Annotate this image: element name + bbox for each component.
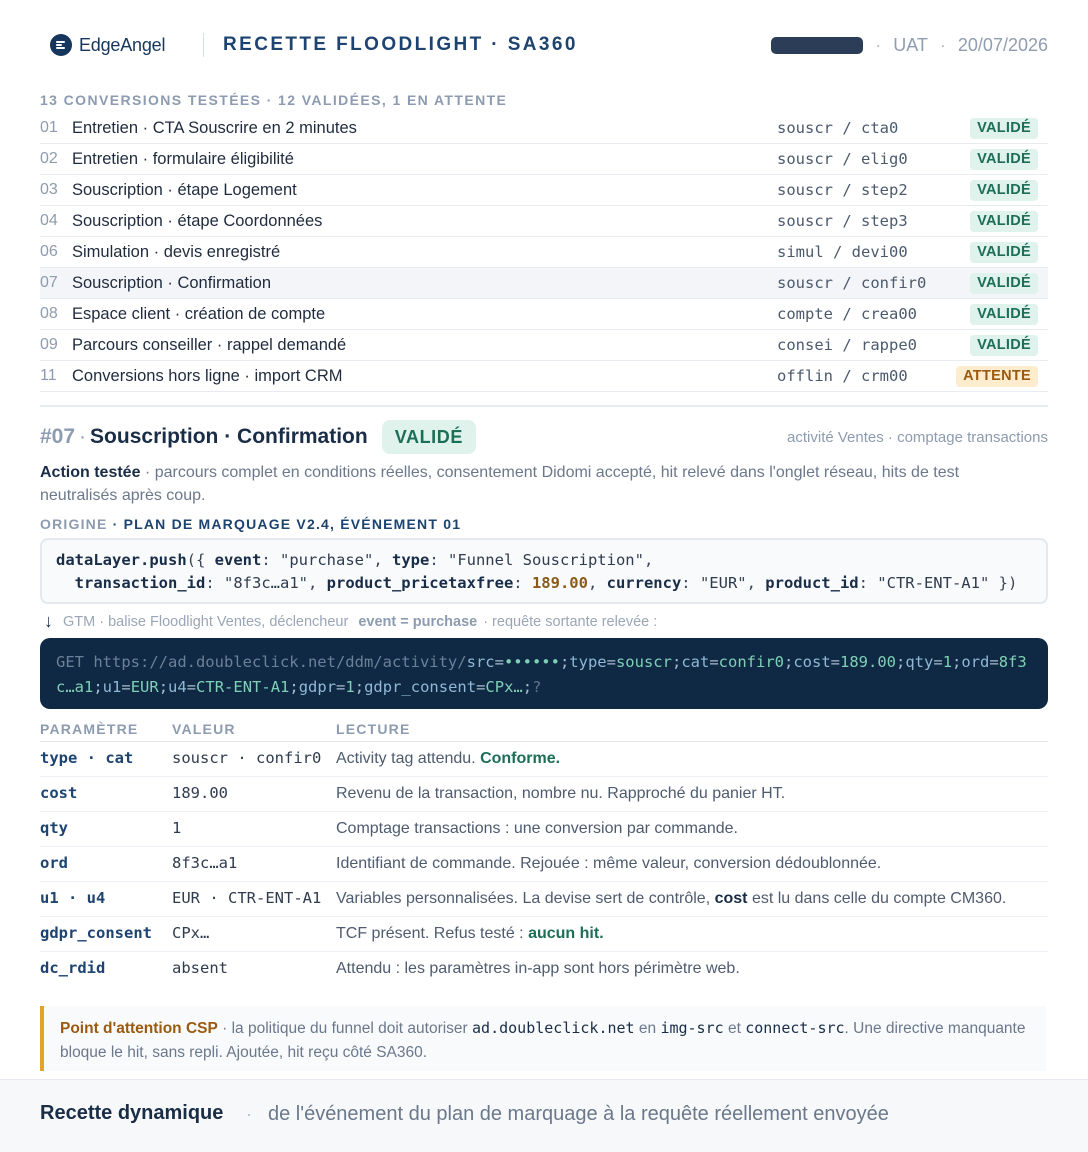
header-separator: · [939,35,946,55]
request-param-value: CPx… [485,678,523,696]
footer [0,1079,1088,1152]
request-param-value: 189.00 [840,653,896,671]
request-param-key: cost [793,653,831,671]
col-header-value: VALEUR [172,721,236,737]
action-text: · parcours complet en conditions réelles, consentement Didomi accepté, hit relevé dans l'onglet réseau, hits de test neutralisés après coup. [40,464,960,504]
param-reading-strong: Conforme. [480,750,561,767]
conversion-status-badge: VALIDÉ [970,118,1038,139]
param-row [40,742,1048,777]
header-meta [771,35,1048,56]
request-end: ? [532,678,542,696]
conversion-number: 02 [40,150,58,167]
request-param-key: gdpr_consent [364,678,477,696]
origine-line [40,516,461,532]
conversion-label: Souscription · Confirmation [72,273,271,292]
param-value: 189.00 [172,784,228,802]
request-param-key: src [466,653,495,671]
param-reading-cell [336,888,1048,910]
outgoing-request[interactable]: GET https://ad.doubleclick.net/ddm/activity/src=••••••;type=souscr;cat=confir0;cost=189.00;qty=1;ord=8f3c…a1;u1=EUR;u4=CTR-ENT-A1;gdpr=1;gdpr_consent=CPx…;? [40,638,1048,709]
conversion-row[interactable] [40,175,1048,206]
edgeangel-logo-icon [50,34,72,56]
request-param-key: u1 [102,678,122,696]
conversion-status-badge: VALIDÉ [970,149,1038,170]
conversion-status-badge: ATTENTE [956,366,1038,387]
conversion-status-badge: VALIDÉ [970,335,1038,356]
param-value: 8f3c…a1 [172,854,238,872]
conversion-label: Souscription · étape Coordonnées [72,211,323,230]
param-name: cost [40,784,78,802]
header-separator: · [875,35,882,55]
environment-label: UAT [893,35,928,55]
param-reading: Revenu de la transaction, nombre nu. Rapproché du panier HT. [336,785,786,802]
request-param-value: EUR [130,678,159,696]
action-label: Action testée [40,464,141,481]
param-value: CPx… [172,924,210,942]
footer-title: Recette dynamique [40,1102,224,1124]
param-row [40,777,1048,812]
header-date: 20/07/2026 [957,35,1048,55]
code-event: purchase [289,551,364,569]
col-header-param: PARAMÈTRE [40,721,139,737]
conversion-code: souscr / cta0 [777,119,899,137]
param-reading: Activity tag attendu. [336,750,481,767]
request-param-value: confir0 [718,653,784,671]
param-reading-cell [336,818,1048,840]
request-param-key: u4 [168,678,187,696]
request-param-key: qty [905,653,934,671]
gtm-trigger: event = purchase [358,613,478,630]
param-row [40,882,1048,917]
detail-header [40,419,476,455]
param-name: qty [40,819,68,837]
conversion-status-badge: VALIDÉ [970,211,1038,232]
page-title: RECETTE FLOODLIGHT · SA360 [223,34,578,55]
param-name: type · cat [40,749,134,767]
request-param-value: •••••• [503,653,560,671]
param-reading-cell [336,923,1048,945]
param-row [40,812,1048,847]
conversion-row[interactable] [40,268,1048,299]
param-value: EUR · CTR-ENT-A1 [172,889,322,907]
conversion-code: compte / crea00 [777,305,917,323]
conversion-code: offlin / crm00 [777,367,908,385]
request-param-value: CTR-ENT-A1 [196,678,290,696]
redacted-client-name [771,37,863,54]
conversion-number: 01 [40,119,58,136]
param-reading: Variables personnalisées. La devise sert de contrôle, [336,890,715,907]
param-reading-cell [336,783,1048,805]
gtm-line [44,611,657,632]
conversion-number: 09 [40,336,58,353]
request-param-value: 8f3c…a1 [56,653,1027,696]
callout-code-domain: ad.doubleclick.net [472,1019,635,1037]
action-description [40,461,1040,507]
param-name: ord [40,854,68,872]
conversion-label: Parcours conseiller · rappel demandé [72,335,347,354]
param-reading-strong: cost [714,890,748,907]
param-value: 1 [172,819,182,837]
code-currency: EUR [709,574,738,592]
param-reading-cell [336,958,1048,980]
code-fn: dataLayer.push [56,551,187,569]
param-reading: Identifiant de commande. Rejouée : même valeur, conversion dédoublonnée. [336,855,882,872]
param-reading-cell [336,748,1048,770]
conversion-status-badge: VALIDÉ [970,180,1038,201]
conversion-code: simul / devi00 [777,243,908,261]
conversions-list [40,113,1048,392]
detail-meta: activité Ventes · comptage transactions [787,429,1048,446]
code-type: Funnel Souscription [457,551,635,569]
detail-number: #07 [40,425,76,448]
conversion-label: Simulation · devis enregistré [72,242,281,261]
gtm-text: GTM · balise Floodlight Ventes, déclencheur [63,613,349,630]
param-value: souscr · confir0 [172,749,322,767]
conversion-number: 08 [40,305,58,322]
conversion-number: 11 [40,367,57,384]
brand-name: EdgeAngel [79,34,166,55]
footer-subtitle: de l'événement du plan de marquage à la requête réellement envoyée [268,1103,889,1125]
request-prefix: GET https://ad.doubleclick.net/ddm/activity/ [56,653,467,671]
datalayer-code[interactable]: dataLayer.push({ event: "purchase", type: "Funnel Souscription", transaction_id: "8f3c…a1", product_pricetaxfree: 189.00, currency: "EUR", product_id: "CTR-ENT-A1" }) [40,538,1048,604]
brand-logo[interactable] [50,34,165,56]
section-divider [40,405,1048,407]
conversion-row[interactable] [40,299,1048,330]
conversion-label: Conversions hors ligne · import CRM [72,366,343,385]
origine-value: · PLAN DE MARQUAGE V2.4, ÉVÉNEMENT 01 [107,516,462,532]
conversion-status-badge: VALIDÉ [970,273,1038,294]
request-param-value: souscr [615,653,672,671]
conversion-status-badge: VALIDÉ [970,304,1038,325]
csp-callout [40,1006,1046,1071]
request-param-key: ord [961,653,990,671]
conversion-label: Souscription · étape Logement [72,180,297,199]
code-price: 189.00 [531,574,588,592]
conversion-number: 04 [40,212,58,229]
code-product-id: CTR-ENT-A1 [886,574,980,592]
callout-title: Point d'attention CSP [60,1020,218,1037]
params-table [40,717,1048,986]
param-value: absent [172,959,228,977]
param-reading: Attendu : les paramètres in-app sont hors périmètre web. [336,960,740,977]
conversion-code: consei / rappe0 [777,336,917,354]
param-row [40,952,1048,986]
conversion-label: Entretien · formulaire éligibilité [72,149,294,168]
conversion-code: souscr / step3 [777,212,908,230]
param-reading-strong: aucun hit. [528,925,604,942]
detail-status-badge: VALIDÉ [382,420,476,454]
detail-separator: · [79,425,87,448]
param-row [40,847,1048,882]
gtm-after: · requête sortante relevée : [483,613,658,630]
callout-text: . Une directive manquante bloque le hit, sans repli. Ajoutée, hit reçu côté SA360. [60,1020,1026,1061]
conversion-status-badge: VALIDÉ [970,242,1038,263]
footer-separator: · [246,1104,252,1124]
param-name: gdpr_consent [40,924,152,942]
conversion-number: 03 [40,181,58,198]
conversion-label: Entretien · CTA Souscrire en 2 minutes [72,118,357,137]
header-divider [203,33,204,57]
conversion-number: 06 [40,243,58,260]
col-header-reading: LECTURE [336,721,411,737]
request-param-key: gdpr [298,678,337,696]
arrow-down-icon: ↓ [44,611,53,631]
detail-title: Souscription · Confirmation [90,425,368,448]
request-param-key: type [569,653,607,671]
conversion-code: souscr / step2 [777,181,908,199]
request-param-key: cat [681,653,710,671]
conversion-row[interactable] [40,144,1048,175]
param-name: u1 · u4 [40,889,106,907]
conversion-row[interactable] [40,330,1048,361]
conversion-row[interactable] [40,361,1048,392]
origine-label: ORIGINE [40,516,108,532]
conversion-number: 07 [40,274,58,291]
params-table-header [40,717,1048,742]
code-transaction-id: 8f3c…a1 [233,574,299,592]
callout-text: · la politique du funnel doit autoriser [217,1020,473,1037]
param-reading-post: est lu dans celle du compte CM360. [747,890,1007,907]
conversion-code: souscr / confir0 [777,274,927,292]
conversion-row[interactable] [40,237,1048,268]
conversion-row[interactable] [40,206,1048,237]
conversions-summary: 13 CONVERSIONS TESTÉES · 12 VALIDÉES, 1 EN ATTENTE [40,92,508,108]
callout-text: en [634,1020,661,1037]
request-param-value: 1 [942,653,953,671]
header [0,0,1088,90]
callout-code-connect-src: connect-src [745,1019,845,1037]
param-reading-cell [336,853,1048,875]
callout-code-img-src: img-src [660,1019,724,1037]
param-row [40,917,1048,952]
param-reading: Comptage transactions : une conversion par commande. [336,820,738,837]
conversion-code: souscr / elig0 [777,150,908,168]
request-param-value: 1 [345,678,355,696]
param-reading: TCF présent. Refus testé : [336,925,529,942]
callout-text: et [723,1020,746,1037]
conversion-label: Espace client · création de compte [72,304,326,323]
conversion-row[interactable] [40,113,1048,144]
param-name: dc_rdid [40,959,106,977]
